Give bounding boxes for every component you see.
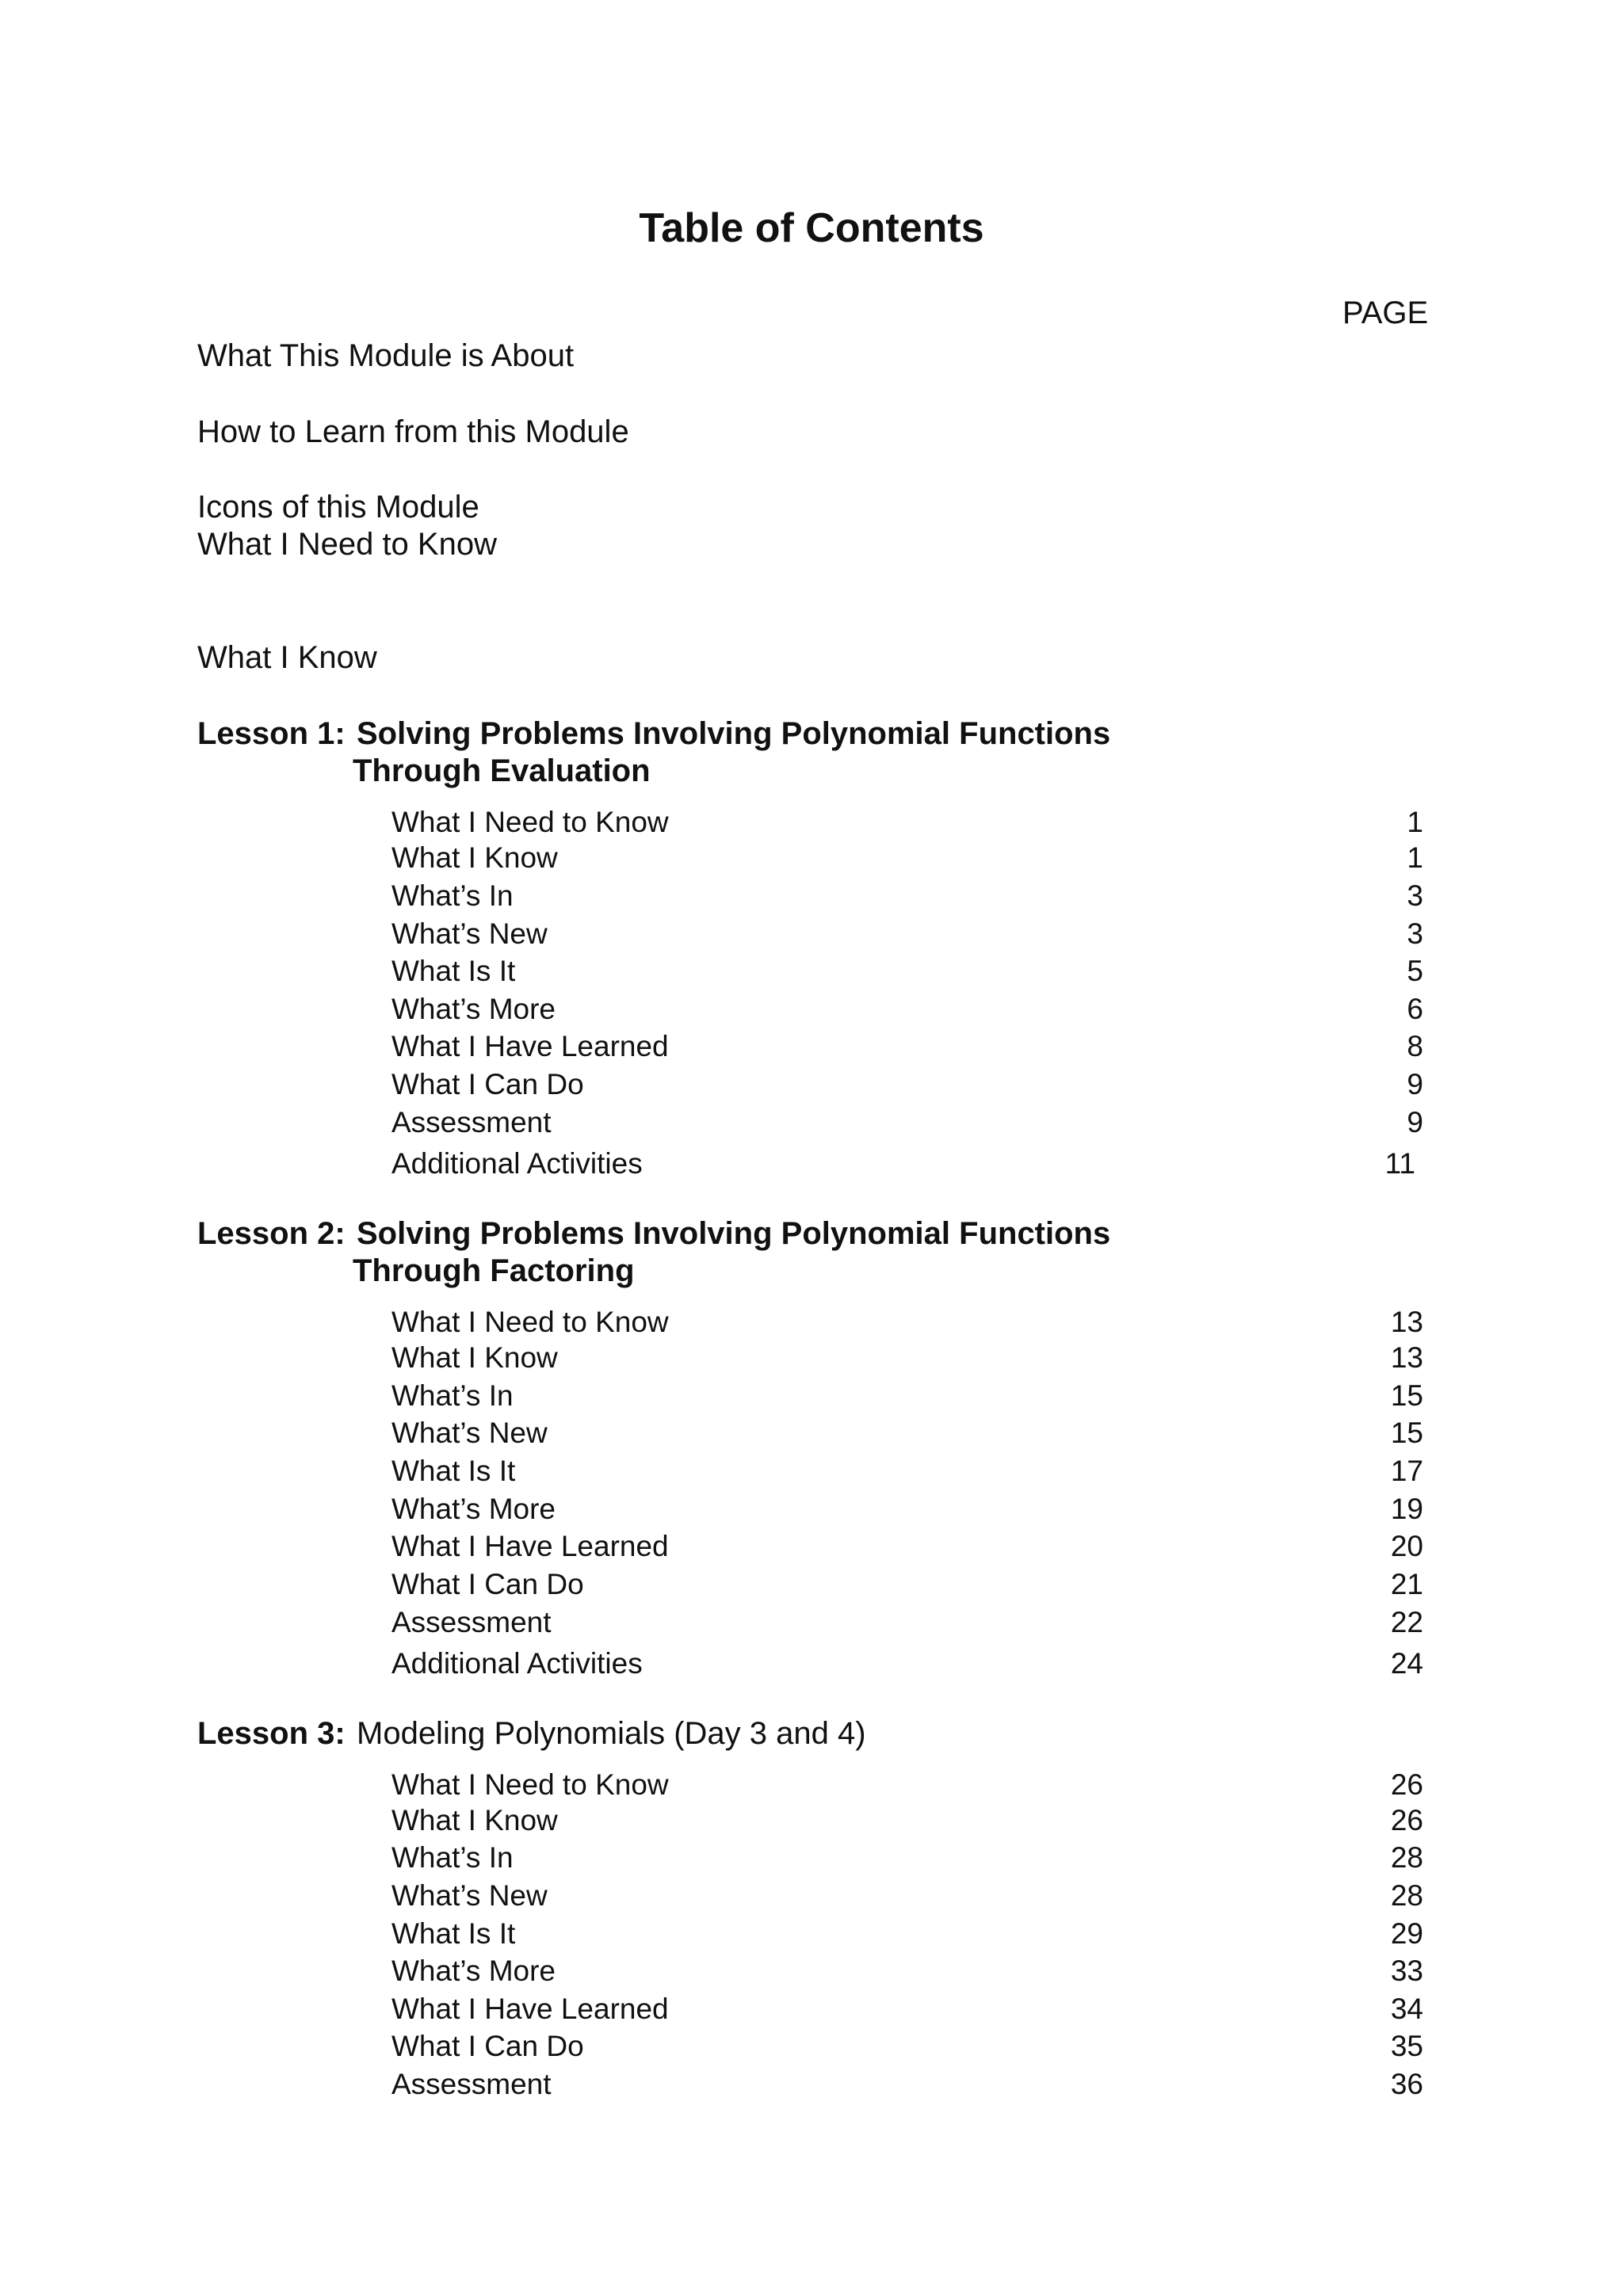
toc-entry-label: Additional Activities (391, 1647, 643, 1680)
toc-entry-label: What I Know (391, 1804, 558, 1836)
toc-entry-label: Additional Activities (391, 1147, 643, 1180)
toc-entry-label: What’s In (391, 1379, 514, 1412)
toc-entry-page: 15 (1390, 1379, 1423, 1412)
front-matter-item: What I Need to Know (197, 527, 497, 562)
toc-entry-label: What Is It (391, 1455, 516, 1487)
toc-entry-label: What Is It (391, 1917, 516, 1950)
toc-entry-label: What I Have Learned (391, 1993, 669, 2025)
front-matter-item: How to Learn from this Module (197, 414, 629, 449)
toc-entry-label: What I Know (391, 1341, 558, 1374)
toc-entry-page: 6 (1407, 993, 1423, 1025)
lesson-1-title-cont: Through Evaluation (353, 753, 651, 788)
toc-entry-page: 1 (1407, 841, 1423, 874)
toc-entry-label: What I Can Do (391, 2030, 584, 2062)
lesson-1-title: Solving Problems Involving Polynomial Functions (357, 716, 1111, 751)
toc-entry-page: 28 (1390, 1879, 1423, 1912)
toc-entry-label: What’s More (391, 993, 556, 1025)
toc-entry-label: What I Have Learned (391, 1530, 669, 1562)
toc-entry-page: 11 (1384, 1147, 1415, 1180)
toc-entry-page: 20 (1390, 1530, 1423, 1562)
toc-entry-page: 3 (1407, 879, 1423, 912)
lesson-3-label: Lesson 3: (197, 1716, 346, 1751)
toc-entry-page: 24 (1390, 1647, 1423, 1680)
toc-entry-label: Assessment (391, 1606, 552, 1638)
toc-entry-page: 26 (1390, 1768, 1423, 1801)
toc-entry-label: What’s New (391, 1879, 548, 1912)
toc-entry-page: 19 (1390, 1493, 1423, 1525)
page-title: Table of Contents (639, 205, 984, 251)
toc-entry-page: 34 (1390, 1993, 1423, 2025)
toc-entry-label: What’s More (391, 1955, 556, 1987)
toc-entry-page: 8 (1407, 1030, 1423, 1062)
lesson-1-label: Lesson 1: (197, 716, 346, 751)
toc-entry-label: What I Can Do (391, 1068, 584, 1100)
toc-entry-label: What I Need to Know (391, 806, 669, 838)
front-matter-item: What This Module is About (197, 338, 575, 373)
toc-entry-page: 22 (1390, 1606, 1423, 1638)
lesson-2-title-cont: Through Factoring (353, 1253, 635, 1288)
toc-entry-label: What I Need to Know (391, 1768, 669, 1801)
toc-entry-label: What I Know (391, 841, 558, 874)
toc-entry-label: What’s More (391, 1493, 556, 1525)
lesson-2-label: Lesson 2: (197, 1216, 346, 1251)
toc-entry-page: 9 (1407, 1068, 1423, 1100)
toc-entry-label: What’s New (391, 917, 548, 950)
toc-entry-page: 15 (1390, 1417, 1423, 1449)
front-matter-item: Icons of this Module (197, 490, 479, 524)
lesson-2-title: Solving Problems Involving Polynomial Functions (357, 1216, 1111, 1251)
toc-entry-page: 33 (1390, 1955, 1423, 1987)
toc-entry-page: 5 (1407, 955, 1423, 987)
toc-entry-label: What’s In (391, 1841, 514, 1874)
toc-entry-label: Assessment (391, 2068, 552, 2100)
toc-entry-page: 13 (1390, 1306, 1423, 1338)
toc-entry-label: What I Can Do (391, 1568, 584, 1600)
toc-entry-page: 17 (1390, 1455, 1423, 1487)
front-matter-item: What I Know (197, 640, 377, 675)
toc-entry-page: 1 (1407, 806, 1423, 838)
toc-entry-page: 28 (1390, 1841, 1423, 1874)
page-column-header: PAGE (1342, 296, 1429, 330)
toc-entry-page: 36 (1390, 2068, 1423, 2100)
toc-entry-page: 29 (1390, 1917, 1423, 1950)
toc-entry-label: What’s In (391, 879, 514, 912)
toc-entry-page: 21 (1390, 1568, 1423, 1600)
toc-entry-page: 13 (1390, 1341, 1423, 1374)
toc-entry-label: What Is It (391, 955, 516, 987)
toc-entry-page: 26 (1390, 1804, 1423, 1836)
toc-entry-label: What’s New (391, 1417, 548, 1449)
toc-entry-page: 3 (1407, 917, 1423, 950)
toc-entry-page: 35 (1390, 2030, 1423, 2062)
lesson-3-title: Modeling Polynomials (Day 3 and 4) (357, 1716, 866, 1751)
toc-entry-page: 9 (1407, 1106, 1423, 1138)
toc-entry-label: What I Need to Know (391, 1306, 669, 1338)
toc-entry-label: Assessment (391, 1106, 552, 1138)
toc-entry-label: What I Have Learned (391, 1030, 669, 1062)
